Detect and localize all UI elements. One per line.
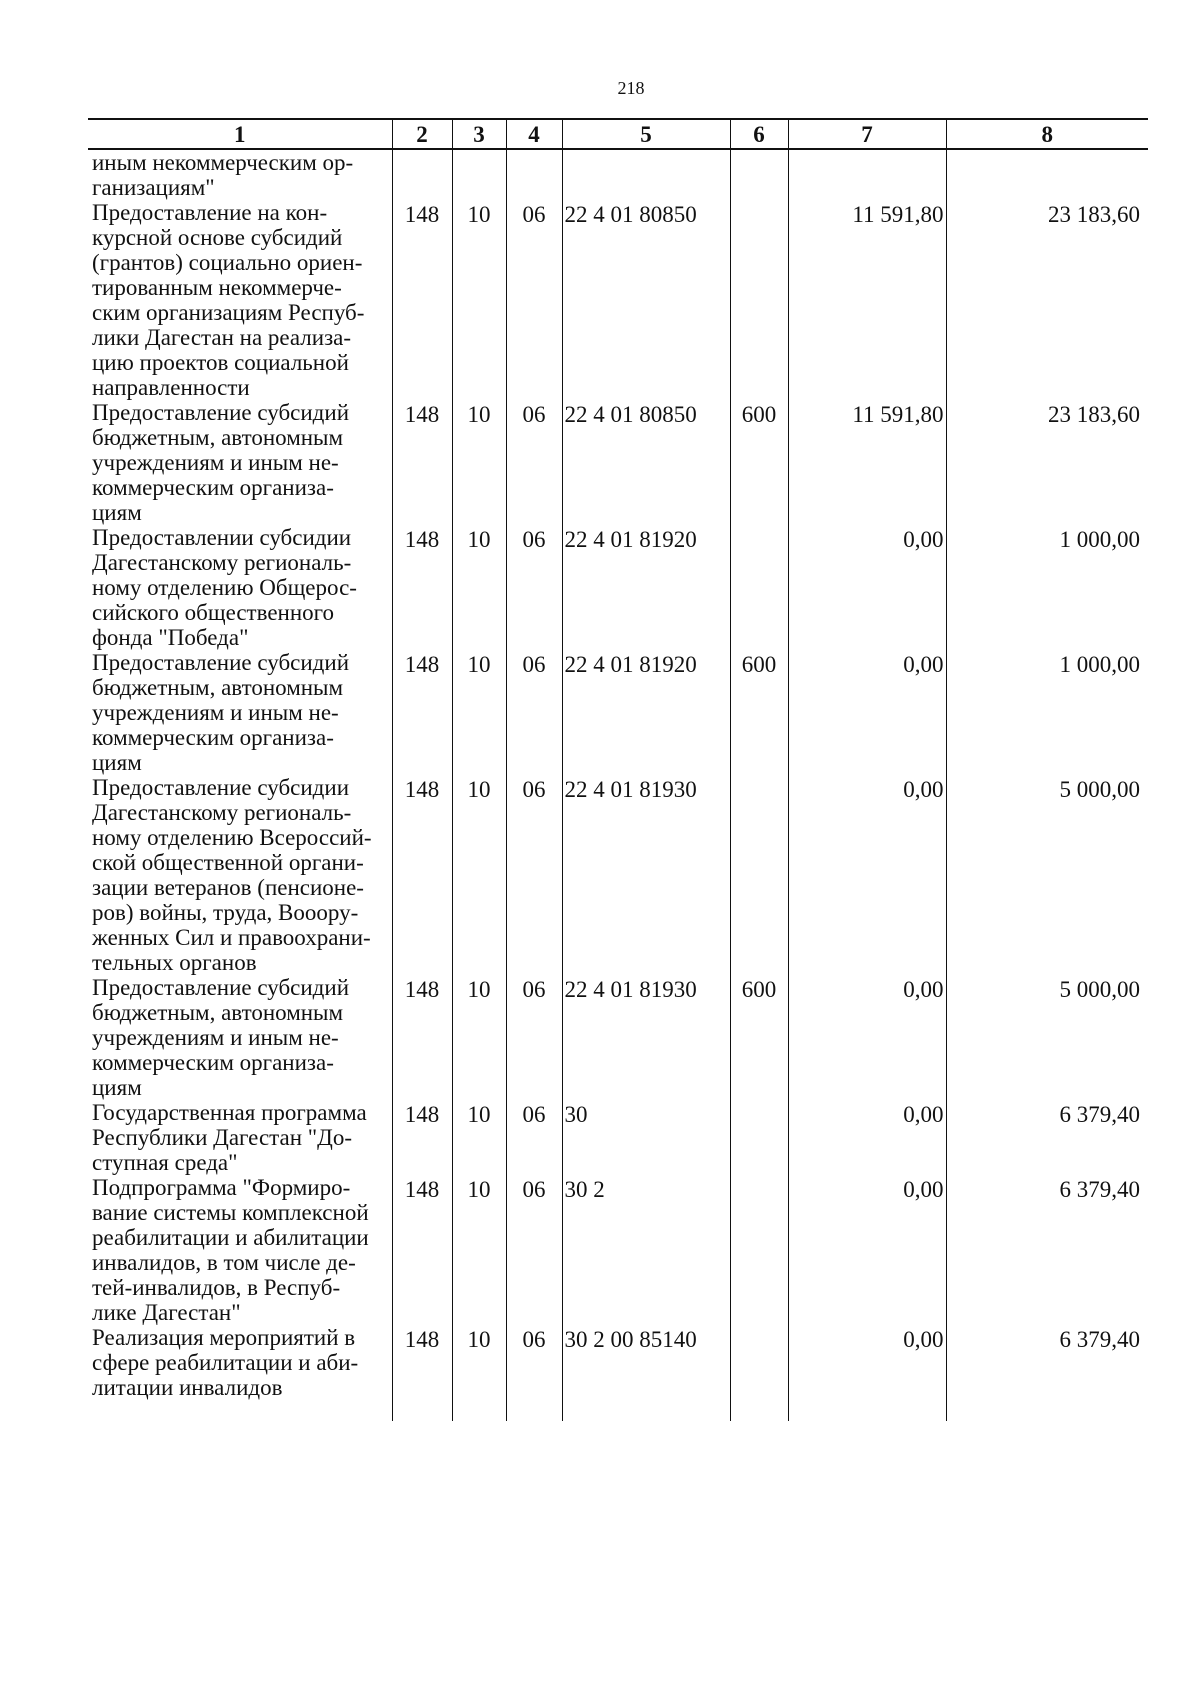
row-admin-code-cell: 148 <box>392 400 452 525</box>
row-amount-8-cell: 6 379,40 <box>946 1325 1148 1421</box>
row-amount-7-cell: 11 591,80 <box>788 200 946 400</box>
row-amount-7-cell: 0,00 <box>788 975 946 1100</box>
row-subsection-cell: 06 <box>506 1100 562 1175</box>
page-number: 218 <box>617 78 645 98</box>
row-name-cell: Подпрограмма "Формиро- вание системы комплексной реабилитации и абилитации инвалидов, в том числе де- тей-инвалидов, в Респуб- лике Дагестан" <box>92 1175 369 1325</box>
row-section-cell: 10 <box>452 1100 506 1175</box>
row-section-cell: 10 <box>452 400 506 525</box>
row-section-cell: 10 <box>452 1175 506 1325</box>
row-subsection-cell: 06 <box>506 975 562 1100</box>
row-expense-type-cell <box>730 200 788 400</box>
row-amount-8-cell: 6 379,40 <box>946 1100 1148 1175</box>
row-subsection-cell: 06 <box>506 1325 562 1421</box>
table-row <box>88 1100 1148 1175</box>
row-amount-7-cell: 0,00 <box>788 1100 946 1175</box>
row-admin-code-cell: 148 <box>392 200 452 400</box>
table-row <box>88 975 1148 1100</box>
row-name-cell: Предоставление субсидий бюджетным, автономным учреждениям и иным не- коммерческим организа- циям <box>92 650 349 775</box>
row-subsection-cell: 06 <box>506 775 562 975</box>
continuation-row <box>88 149 1148 200</box>
row-admin-code-cell: 148 <box>392 975 452 1100</box>
row-amount-7-cell: 0,00 <box>788 525 946 650</box>
header-col-5: 5 <box>562 119 730 149</box>
row-expense-type-cell: 600 <box>730 400 788 525</box>
row-amount-7-cell: 11 591,80 <box>788 400 946 525</box>
table-row <box>88 525 1148 650</box>
header-col-1: 1 <box>88 119 392 149</box>
row-admin-code-cell: 148 <box>392 650 452 775</box>
row-amount-8-cell: 23 183,60 <box>946 200 1148 400</box>
header-col-3: 3 <box>452 119 506 149</box>
row-target-article-cell: 22 4 01 81920 <box>562 650 730 775</box>
row-expense-type-cell <box>730 775 788 975</box>
row-target-article-cell: 22 4 01 80850 <box>562 400 730 525</box>
row-subsection-cell: 06 <box>506 400 562 525</box>
row-amount-8-cell: 1 000,00 <box>946 525 1148 650</box>
table-row <box>88 1175 1148 1325</box>
row-expense-type-cell <box>730 1325 788 1421</box>
row-target-article-cell: 22 4 01 81930 <box>562 775 730 975</box>
row-expense-type-cell <box>730 1100 788 1175</box>
row-subsection-cell: 06 <box>506 200 562 400</box>
row-name-cell: Предоставление субсидий бюджетным, автономным учреждениям и иным не- коммерческим организа- циям <box>92 975 349 1100</box>
row-expense-type-cell <box>730 525 788 650</box>
row-target-article-cell: 30 <box>562 1100 730 1175</box>
budget-table <box>88 118 1148 1421</box>
header-col-8: 8 <box>946 119 1148 149</box>
row-admin-code-cell: 148 <box>392 1175 452 1325</box>
row-admin-code-cell: 148 <box>392 1100 452 1175</box>
header-col-7: 7 <box>788 119 946 149</box>
row-amount-7-cell: 0,00 <box>788 1175 946 1325</box>
row-expense-type-cell: 600 <box>730 975 788 1100</box>
header-col-2: 2 <box>392 119 452 149</box>
row-section-cell: 10 <box>452 650 506 775</box>
row-section-cell: 10 <box>452 200 506 400</box>
table-row <box>88 650 1148 775</box>
row-target-article-cell: 30 2 <box>562 1175 730 1325</box>
row-amount-8-cell: 1 000,00 <box>946 650 1148 775</box>
row-amount-8-cell: 5 000,00 <box>946 975 1148 1100</box>
row-amount-7-cell: 0,00 <box>788 650 946 775</box>
table-row <box>88 1325 1148 1421</box>
row-name-cell: Реализация мероприятий в сфере реабилитации и аби- литации инвалидов <box>92 1325 359 1400</box>
row-admin-code-cell: 148 <box>392 1325 452 1421</box>
row-section-cell: 10 <box>452 775 506 975</box>
row-name-cell: Предоставление субсидии Дагестанскому региональ- ному отделению Всероссий- ской общественной органи- зации ветеранов (пенсионе- ров) войны, труда, Вооору- женных Сил и правоохрани- тельных органов <box>92 775 372 975</box>
table-row <box>88 775 1148 975</box>
header-col-6: 6 <box>730 119 788 149</box>
continuation-text: иным некоммерческим ор- ганизациям" <box>92 150 354 200</box>
row-name-cell: Государственная программа Республики Дагестан "До- ступная среда" <box>92 1100 367 1175</box>
row-admin-code-cell: 148 <box>392 775 452 975</box>
row-target-article-cell: 22 4 01 80850 <box>562 200 730 400</box>
row-subsection-cell: 06 <box>506 650 562 775</box>
row-target-article-cell: 22 4 01 81920 <box>562 525 730 650</box>
row-target-article-cell: 22 4 01 81930 <box>562 975 730 1100</box>
row-amount-8-cell: 5 000,00 <box>946 775 1148 975</box>
row-amount-8-cell: 23 183,60 <box>946 400 1148 525</box>
row-name-cell: Предоставление субсидий бюджетным, автономным учреждениям и иным не- коммерческим организа- циям <box>92 400 349 525</box>
row-name-cell: Предоставление на кон- курсной основе субсидий (грантов) социально ориен- тированным некоммерче- ским организациям Респуб- лики Дагестан на реализа- цию проектов социальной направленности <box>92 200 365 400</box>
row-expense-type-cell: 600 <box>730 650 788 775</box>
row-amount-7-cell: 0,00 <box>788 1325 946 1421</box>
table-row <box>88 400 1148 525</box>
row-target-article-cell: 30 2 00 85140 <box>562 1325 730 1421</box>
row-section-cell: 10 <box>452 975 506 1100</box>
row-subsection-cell: 06 <box>506 1175 562 1325</box>
table-row <box>88 200 1148 400</box>
row-subsection-cell: 06 <box>506 525 562 650</box>
header-row <box>88 119 1148 149</box>
row-amount-7-cell: 0,00 <box>788 775 946 975</box>
row-expense-type-cell <box>730 1175 788 1325</box>
header-col-4: 4 <box>506 119 562 149</box>
row-amount-8-cell: 6 379,40 <box>946 1175 1148 1325</box>
row-section-cell: 10 <box>452 525 506 650</box>
row-section-cell: 10 <box>452 1325 506 1421</box>
row-name-cell: Предоставлении субсидии Дагестанскому региональ- ному отделению Общерос- сийского общественного фонда "Победа" <box>92 525 357 650</box>
row-admin-code-cell: 148 <box>392 525 452 650</box>
